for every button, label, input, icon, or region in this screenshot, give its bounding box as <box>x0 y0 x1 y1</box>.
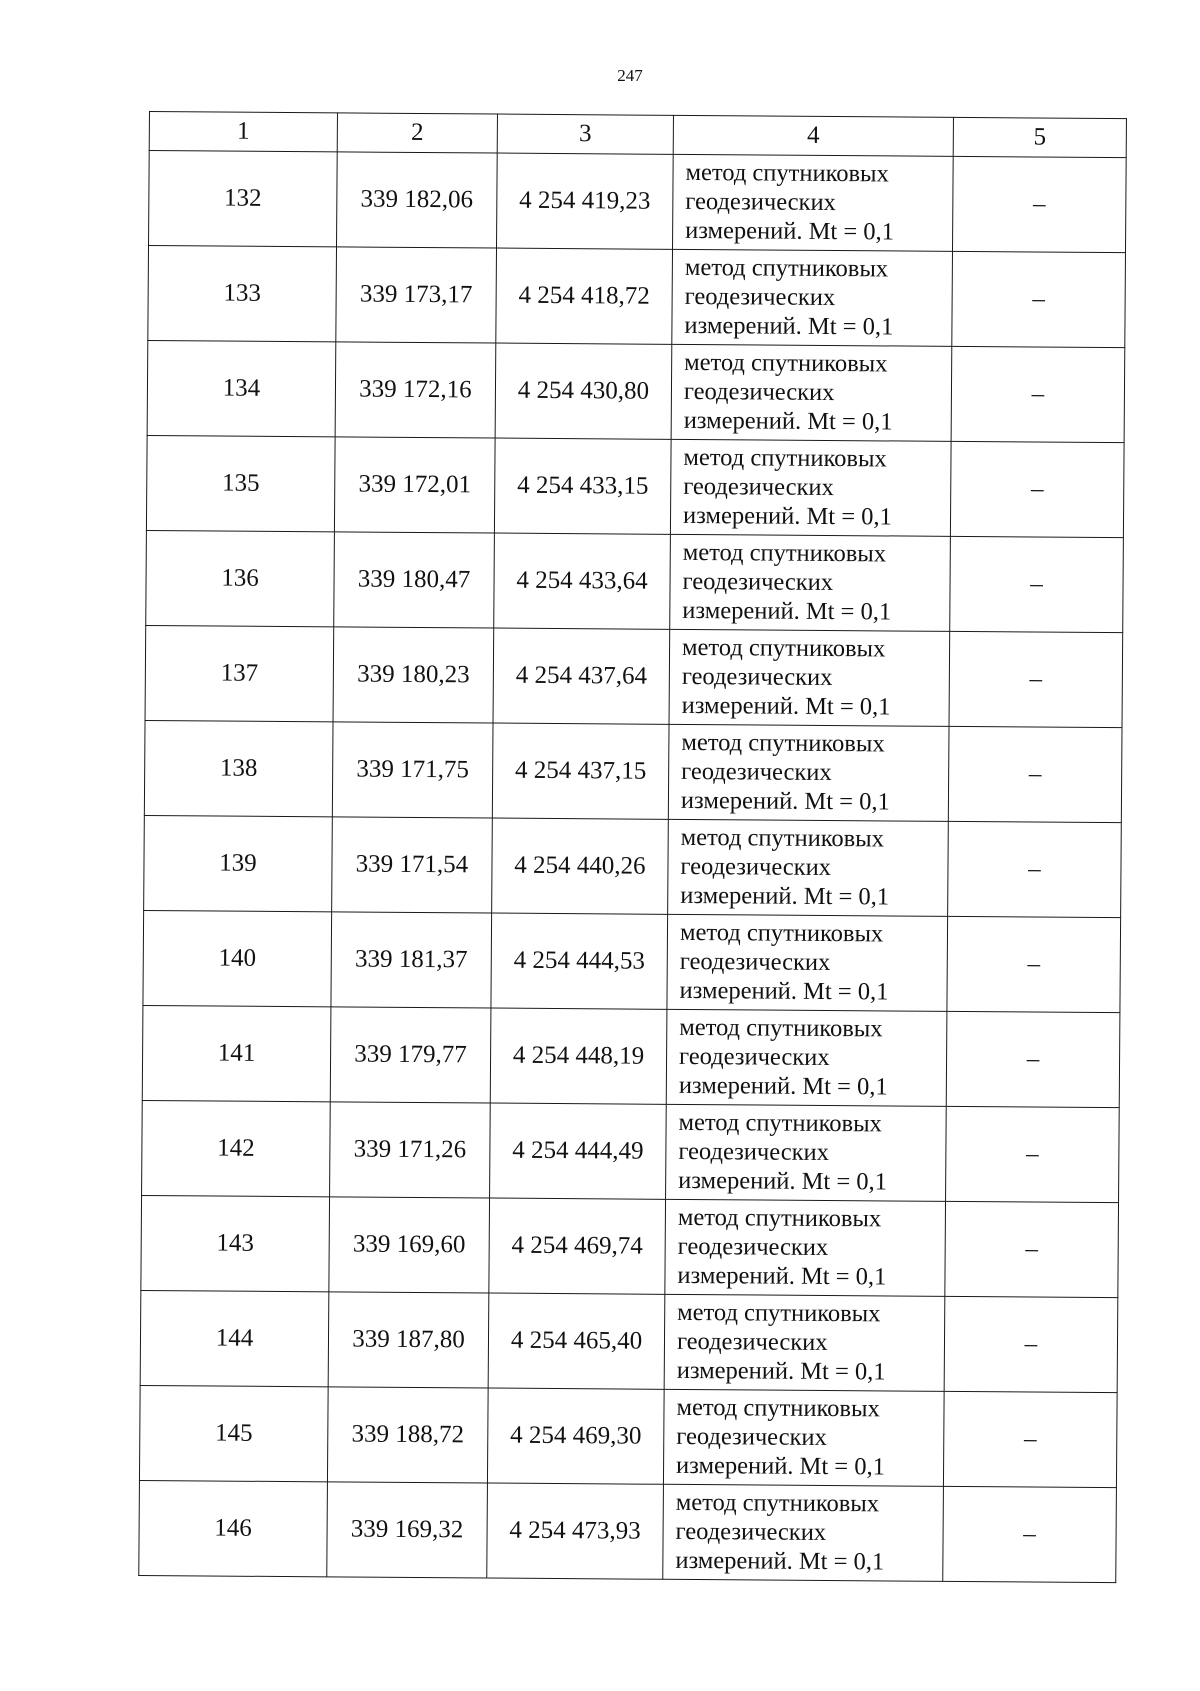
table-row <box>146 530 1124 632</box>
coordinates-table <box>138 111 1127 1583</box>
note-cell: – <box>944 1296 1118 1392</box>
y-coordinate-cell: 4 254 473,93 <box>487 1483 664 1579</box>
table-row <box>144 720 1122 822</box>
method-description-cell <box>670 534 951 631</box>
method-description-cell <box>663 1484 944 1581</box>
point-number-cell: 143 <box>141 1195 330 1291</box>
x-coordinate-cell: 339 188,72 <box>327 1387 488 1483</box>
method-description-line: метод спутниковых <box>679 918 884 948</box>
x-coordinate-cell: 339 173,17 <box>336 247 497 343</box>
method-description-line: метод спутниковых <box>680 823 885 853</box>
method-description-line: геодезических <box>683 377 835 407</box>
method-description-line: метод спутниковых <box>677 1203 882 1233</box>
method-description-line: измерений. Mt = 0,1 <box>676 1356 886 1386</box>
method-description-line: измерений. Mt = 0,1 <box>680 786 890 816</box>
method-description-line: метод спутниковых <box>684 348 888 378</box>
method-description-line: измерений. Mt = 0,1 <box>683 406 893 436</box>
method-description-cell <box>669 629 950 726</box>
method-description-line: метод спутниковых <box>676 1393 880 1423</box>
method-description-line: геодезических <box>684 282 836 312</box>
method-description-cell <box>665 1199 946 1296</box>
table-row <box>149 151 1127 253</box>
point-number-cell: 138 <box>144 720 333 816</box>
table-row <box>142 1005 1120 1107</box>
note-cell: – <box>947 916 1121 1012</box>
point-number-cell: 133 <box>148 246 337 342</box>
method-description-line: геодезических <box>682 567 834 597</box>
header-cell-2: 2 <box>337 113 497 153</box>
note-cell: – <box>952 251 1126 347</box>
header-cell-1: 1 <box>149 112 337 152</box>
note-cell: – <box>949 631 1123 727</box>
y-coordinate-cell: 4 254 437,15 <box>492 723 669 819</box>
method-description-line: измерений. Mt = 0,1 <box>679 976 889 1006</box>
method-description-cell <box>667 914 948 1011</box>
y-coordinate-cell: 4 254 419,23 <box>497 153 674 249</box>
method-description-cell <box>673 154 954 251</box>
note-cell: – <box>946 1011 1120 1107</box>
point-number-cell: 134 <box>147 340 336 436</box>
point-number-cell: 141 <box>142 1005 331 1101</box>
method-description-line: измерений. Mt = 0,1 <box>685 216 895 246</box>
point-number-cell: 137 <box>145 625 334 721</box>
y-coordinate-cell: 4 254 437,64 <box>493 628 670 724</box>
note-cell: – <box>950 441 1124 537</box>
point-number-cell: 145 <box>139 1385 328 1481</box>
y-coordinate-cell: 4 254 444,49 <box>490 1103 667 1199</box>
note-cell: – <box>943 1486 1117 1582</box>
header-cell-3: 3 <box>497 114 673 154</box>
table-body <box>139 151 1126 1583</box>
point-number-cell: 146 <box>139 1480 328 1576</box>
note-cell: – <box>948 821 1122 917</box>
method-description-line: измерений. Mt = 0,1 <box>675 1451 885 1481</box>
method-description-cell <box>671 344 952 441</box>
table-row <box>139 1480 1117 1582</box>
method-description-line: метод спутниковых <box>684 253 889 283</box>
header-cell-5: 5 <box>953 117 1126 157</box>
x-coordinate-cell: 339 171,54 <box>332 817 493 913</box>
table-row <box>143 910 1121 1012</box>
method-description-line: геодезических <box>675 1517 827 1547</box>
method-description-line: геодезических <box>685 187 836 217</box>
x-coordinate-cell: 339 169,60 <box>329 1197 490 1293</box>
y-coordinate-cell: 4 254 448,19 <box>490 1008 667 1104</box>
x-coordinate-cell: 339 172,16 <box>335 342 496 438</box>
point-number-cell: 132 <box>149 151 338 247</box>
x-coordinate-cell: 339 171,75 <box>332 722 493 818</box>
y-coordinate-cell: 4 254 465,40 <box>488 1293 665 1389</box>
table-row <box>144 815 1122 917</box>
method-description-line: метод спутниковых <box>681 728 885 758</box>
point-number-cell: 144 <box>140 1290 329 1386</box>
y-coordinate-cell: 4 254 418,72 <box>496 248 673 344</box>
method-description-line: геодезических <box>677 1232 829 1262</box>
point-number-cell: 140 <box>143 910 332 1006</box>
y-coordinate-cell: 4 254 469,30 <box>487 1388 664 1484</box>
x-coordinate-cell: 339 171,26 <box>330 1102 491 1198</box>
header-cell-4: 4 <box>673 115 953 156</box>
method-description-line: измерений. Mt = 0,1 <box>681 691 891 721</box>
x-coordinate-cell: 339 187,80 <box>328 1292 489 1388</box>
method-description-cell <box>670 439 951 536</box>
method-description-cell <box>664 1294 945 1391</box>
point-number-cell: 135 <box>146 435 335 531</box>
method-description-line: метод спутниковых <box>685 158 889 188</box>
method-description-cell <box>668 819 949 916</box>
table-row <box>141 1195 1119 1297</box>
method-description-line: измерений. Mt = 0,1 <box>682 596 892 626</box>
method-description-line: измерений. Mt = 0,1 <box>680 881 890 911</box>
y-coordinate-cell: 4 254 440,26 <box>492 818 669 914</box>
method-description-line: метод спутниковых <box>678 1108 882 1138</box>
method-description-line: измерений. Mt = 0,1 <box>684 311 894 341</box>
method-description-cell <box>668 724 949 821</box>
method-description-line: метод спутниковых <box>679 1013 883 1043</box>
x-coordinate-cell: 339 181,37 <box>331 912 492 1008</box>
method-description-line: геодезических <box>683 472 834 502</box>
y-coordinate-cell: 4 254 433,15 <box>494 438 671 534</box>
note-cell: – <box>951 346 1125 442</box>
x-coordinate-cell: 339 180,23 <box>333 627 494 723</box>
table-row <box>147 340 1125 442</box>
method-description-cell <box>666 1104 947 1201</box>
method-description-line: метод спутниковых <box>683 443 887 473</box>
method-description-line: измерений. Mt = 0,1 <box>675 1546 885 1576</box>
note-cell: – <box>950 536 1124 632</box>
method-description-line: метод спутниковых <box>677 1298 881 1328</box>
method-description-line: геодезических <box>681 662 833 692</box>
note-cell: – <box>948 726 1122 822</box>
method-description-cell <box>663 1389 944 1486</box>
table-row <box>140 1290 1118 1392</box>
method-description-line: метод спутниковых <box>682 538 887 568</box>
method-description-line: геодезических <box>681 757 832 787</box>
method-description-line: геодезических <box>679 947 831 977</box>
method-description-line: метод спутниковых <box>675 1488 880 1518</box>
method-description-line: измерений. Mt = 0,1 <box>682 501 892 531</box>
x-coordinate-cell: 339 169,32 <box>327 1482 488 1578</box>
method-description-cell <box>666 1009 947 1106</box>
table-row <box>145 625 1123 727</box>
note-cell: – <box>945 1201 1119 1297</box>
page-number: 247 <box>617 66 643 85</box>
point-number-cell: 139 <box>144 815 333 911</box>
method-description-line: метод спутниковых <box>681 633 886 663</box>
method-description-line: измерений. Mt = 0,1 <box>677 1261 887 1291</box>
method-description-line: геодезических <box>678 1137 830 1167</box>
point-number-cell: 136 <box>146 530 335 626</box>
note-cell: – <box>946 1106 1120 1202</box>
table-row <box>142 1100 1120 1202</box>
method-description-line: измерений. Mt = 0,1 <box>678 1071 888 1101</box>
y-coordinate-cell: 4 254 444,53 <box>491 913 668 1009</box>
y-coordinate-cell: 4 254 430,80 <box>495 343 672 439</box>
x-coordinate-cell: 339 180,47 <box>334 532 495 628</box>
note-cell: – <box>952 156 1126 252</box>
point-number-cell: 142 <box>142 1100 331 1196</box>
method-description-line: геодезических <box>680 852 832 882</box>
y-coordinate-cell: 4 254 433,64 <box>494 533 671 629</box>
method-description-line: геодезических <box>678 1042 830 1072</box>
table-row <box>139 1385 1117 1487</box>
method-description-line: геодезических <box>676 1327 828 1357</box>
note-cell: – <box>943 1391 1117 1487</box>
method-description-line: измерений. Mt = 0,1 <box>678 1166 888 1196</box>
x-coordinate-cell: 339 172,01 <box>334 437 495 533</box>
y-coordinate-cell: 4 254 469,74 <box>489 1198 666 1294</box>
method-description-line: геодезических <box>676 1422 827 1452</box>
x-coordinate-cell: 339 179,77 <box>330 1007 491 1103</box>
method-description-cell <box>672 249 953 346</box>
table-row <box>148 246 1126 348</box>
table-row <box>146 435 1124 537</box>
x-coordinate-cell: 339 182,06 <box>337 152 498 248</box>
